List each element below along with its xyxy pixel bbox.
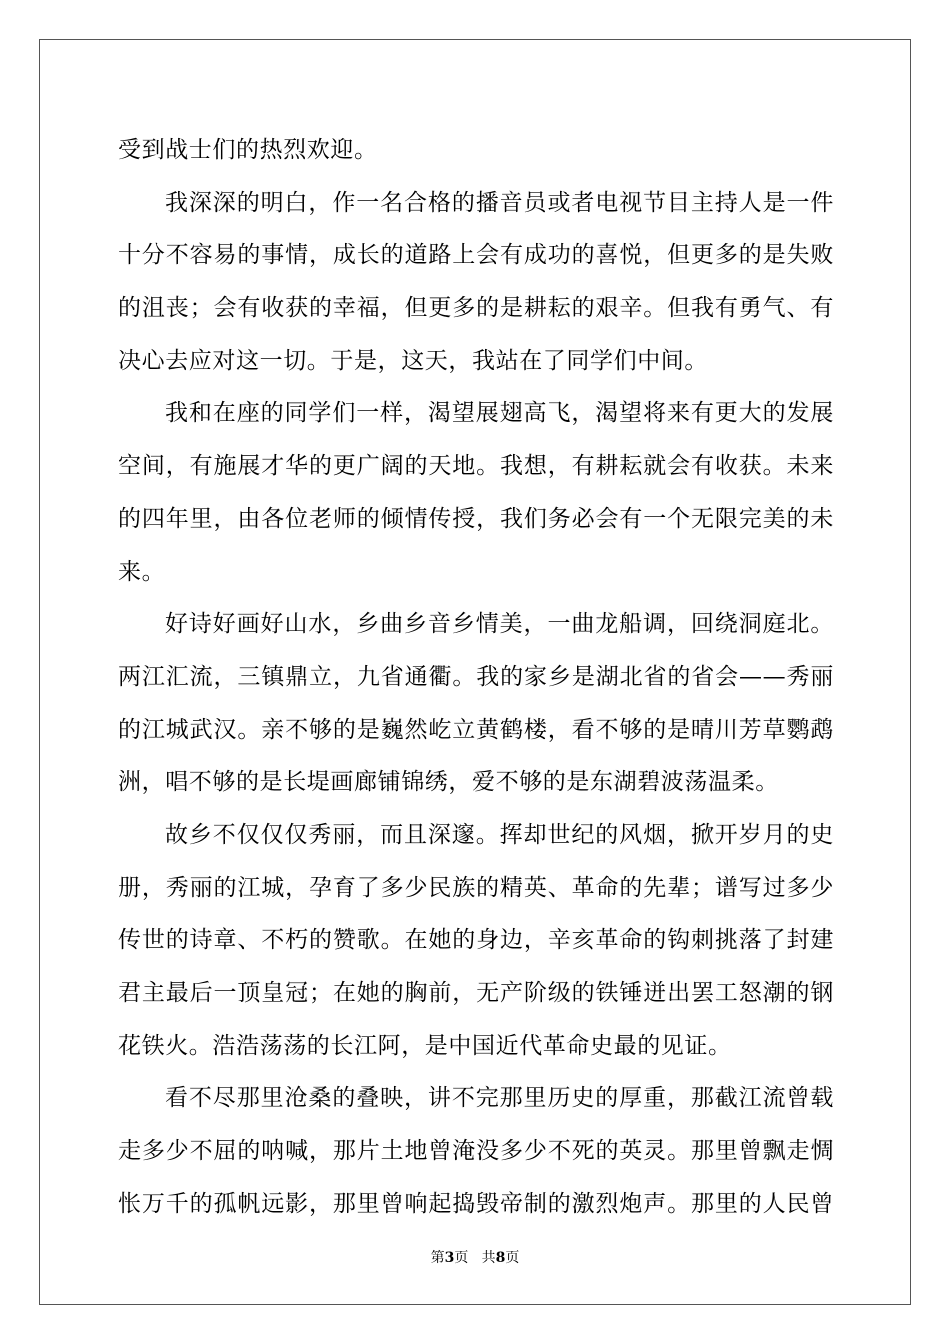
text-line: 看不尽那里沧桑的叠映，讲不完那里历史的厚重，那截江流曾载 <box>165 1085 834 1112</box>
footer-total-prefix: 共 <box>481 1250 496 1266</box>
text-line: 花铁火。浩浩荡荡的长江阿，是中国近代革命史最的见证。 <box>118 1032 732 1059</box>
text-line: 的四年里，由各位老师的倾情传授，我们务必会有一个无限完美的未 <box>118 505 834 532</box>
text-line: 的江城武汉。亲不够的是巍然屹立黄鹤楼，看不够的是晴川芳草鹦鹉 <box>118 716 834 743</box>
text-line: 怅万千的孤帆远影，那里曾响起捣毁帝制的激烈炮声。那里的人民曾 <box>118 1190 834 1217</box>
text-line: 走多少不屈的呐喊，那片土地曾淹没多少不死的英灵。那里曾飘走惆 <box>118 1138 834 1165</box>
text-line: 洲，唱不够的是长堤画廊铺锦绣，爱不够的是东湖碧波荡温柔。 <box>118 769 779 796</box>
current-page-number: 3 <box>444 1250 455 1266</box>
text-line: 受到战士们的热烈欢迎。 <box>118 137 378 163</box>
text-line: 传世的诗章、不朽的赞歌。在她的身边，辛亥革命的钩刺挑落了封建 <box>118 927 834 954</box>
text-line: 君主最后一顶皇冠；在她的胸前，无产阶级的铁锤迸出罢工怒潮的钢 <box>118 980 834 1006</box>
total-page-count: 8 <box>495 1250 506 1266</box>
footer-page-unit: 页 <box>454 1250 469 1266</box>
footer-total-unit: 页 <box>505 1250 520 1266</box>
text-line: 故乡不仅仅仅秀丽，而且深邃。挥却世纪的风烟，掀开岁月的史 <box>165 821 834 848</box>
text-line: 我和在座的同学们一样，渴望展翅高飞，渴望将来有更大的发展 <box>165 400 834 427</box>
text-line: 的沮丧；会有收获的幸福，但更多的是耕耘的艰辛。但我有勇气、有 <box>118 295 834 322</box>
page-footer <box>0 1248 950 1268</box>
text-line: 好诗好画好山水，乡曲乡音乡情美，一曲龙船调，回绕洞庭北。 <box>165 611 834 638</box>
text-line: 十分不容易的事情，成长的道路上会有成功的喜悦，但更多的是失败 <box>118 242 834 269</box>
footer-prefix: 第 <box>430 1250 445 1266</box>
text-line: 决心去应对这一切。于是，这天，我站在了同学们中间。 <box>118 347 708 374</box>
text-line: 来。 <box>118 558 166 585</box>
document-body <box>118 124 834 1230</box>
text-line: 册，秀丽的江城，孕育了多少民族的精英、革命的先辈；谱写过多少 <box>118 874 834 901</box>
text-line: 空间，有施展才华的更广阔的天地。我想，有耕耘就会有收获。未来 <box>118 453 834 480</box>
text-line: 我深深的明白，作一名合格的播音员或者电视节目主持人是一件 <box>165 189 834 216</box>
text-line: 两江汇流，三镇鼎立，九省通衢。我的家乡是湖北省的省会——秀丽 <box>118 663 834 690</box>
